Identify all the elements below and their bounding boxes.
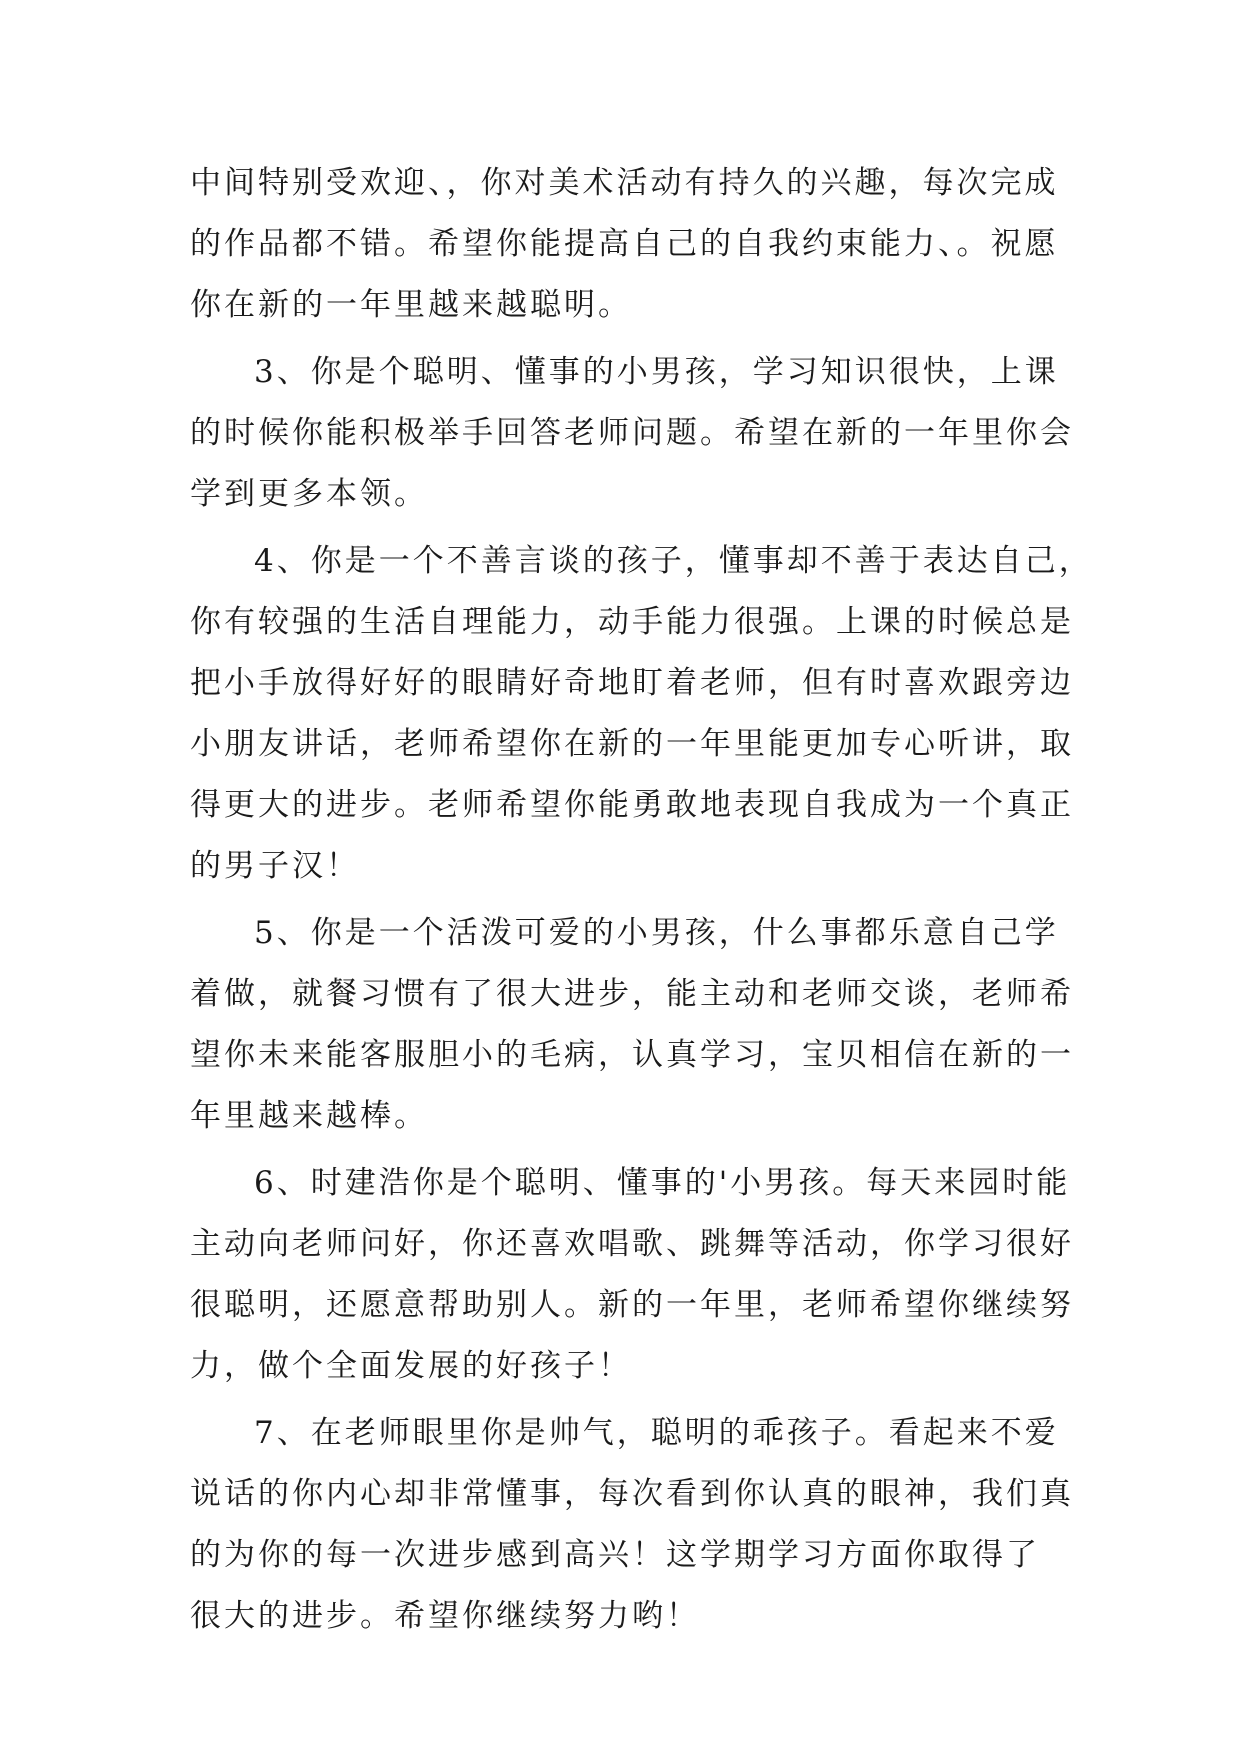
text-line: 中间特别受欢迎、，你对美术活动有持久的兴趣，每次完成 bbox=[190, 165, 1059, 201]
paragraph-4 bbox=[190, 531, 1093, 897]
text-line: 的为你的每一次进步感到高兴！这学期学习方面你取得了 bbox=[190, 1537, 1040, 1573]
text-line: 着做，就餐习惯有了很大进步，能主动和老师交谈，老师希 bbox=[190, 976, 1074, 1012]
text-line: 很大的进步。希望你继续努力哟！ bbox=[190, 1598, 700, 1634]
text-line: 把小手放得好好的眼睛好奇地盯着老师，但有时喜欢跟旁边 bbox=[190, 665, 1074, 701]
text-line: 的男子汉！ bbox=[190, 848, 360, 884]
text-line: 得更大的进步。老师希望你能勇敢地表现自我成为一个真正 bbox=[190, 787, 1074, 823]
text-line: 年里越来越棒。 bbox=[190, 1098, 428, 1134]
text-line: 4、你是一个不善言谈的孩子，懂事却不善于表达自己， bbox=[254, 543, 1093, 579]
text-line: 的作品都不错。希望你能提高自己的自我约束能力、。祝愿 bbox=[190, 226, 1059, 262]
document-body bbox=[190, 153, 1093, 1653]
text-line: 学到更多本领。 bbox=[190, 476, 428, 512]
paragraph-continued bbox=[190, 153, 1059, 336]
text-line: 5、你是一个活泼可爱的小男孩，什么事都乐意自己学 bbox=[254, 915, 1059, 951]
text-line: 很聪明，还愿意帮助别人。新的一年里，老师希望你继续努 bbox=[190, 1287, 1074, 1323]
text-line: 力，做个全面发展的好孩子！ bbox=[190, 1348, 632, 1384]
text-line: 主动向老师问好，你还喜欢唱歌、跳舞等活动，你学习很好 bbox=[190, 1226, 1074, 1262]
text-line: 的时候你能积极举手回答老师问题。希望在新的一年里你会 bbox=[190, 415, 1074, 451]
text-line: 望你未来能客服胆小的毛病，认真学习，宝贝相信在新的一 bbox=[190, 1037, 1074, 1073]
paragraph-3 bbox=[190, 342, 1074, 525]
text-line: 6、时建浩你是个聪明、懂事的'小男孩。每天来园时能 bbox=[254, 1165, 1071, 1201]
paragraph-7 bbox=[190, 1403, 1074, 1647]
text-line: 你在新的一年里越来越聪明。 bbox=[190, 287, 632, 323]
text-line: 说话的你内心却非常懂事，每次看到你认真的眼神，我们真 bbox=[190, 1476, 1074, 1512]
paragraph-6 bbox=[190, 1153, 1074, 1397]
text-line: 你有较强的生活自理能力，动手能力很强。上课的时候总是 bbox=[190, 604, 1074, 640]
text-line: 小朋友讲话，老师希望你在新的一年里能更加专心听讲，取 bbox=[190, 726, 1074, 762]
text-line: 3、你是个聪明、懂事的小男孩，学习知识很快，上课 bbox=[254, 354, 1059, 390]
text-line: 7、在老师眼里你是帅气，聪明的乖孩子。看起来不爱 bbox=[254, 1415, 1059, 1451]
paragraph-5 bbox=[190, 903, 1074, 1147]
